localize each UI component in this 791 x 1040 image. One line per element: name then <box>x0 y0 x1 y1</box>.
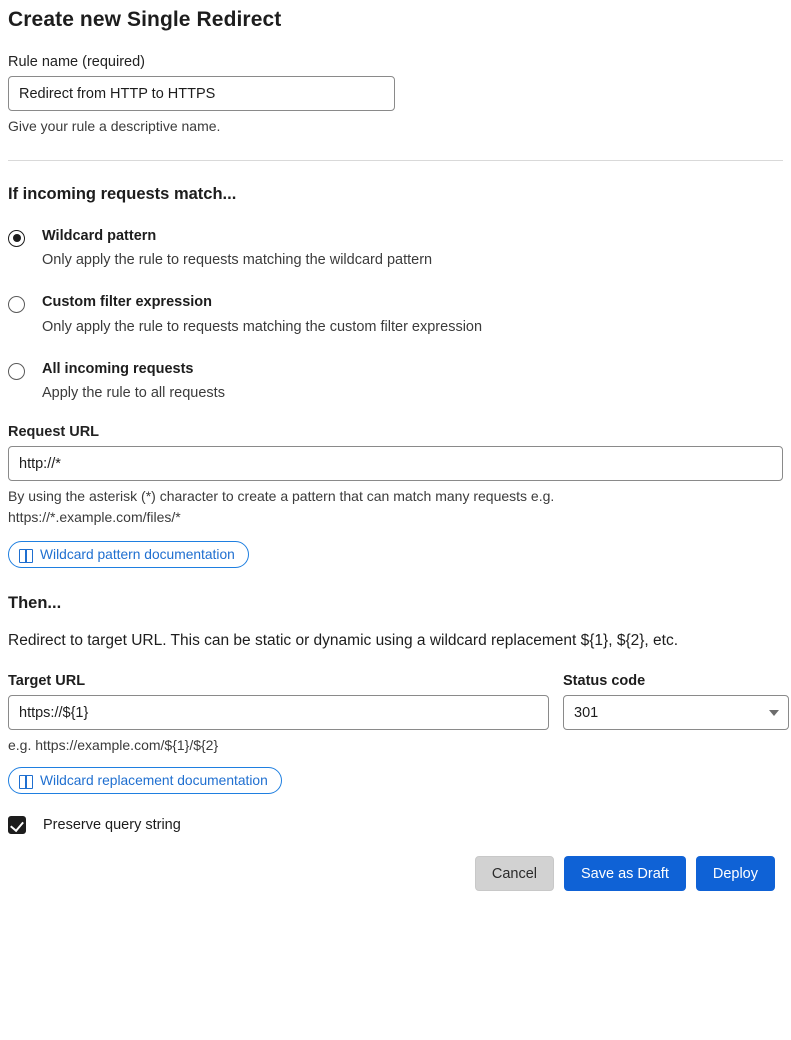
book-icon <box>19 549 33 561</box>
wildcard-pattern-documentation-label: Wildcard pattern documentation <box>40 547 235 563</box>
radio-label-wildcard-pattern: Wildcard pattern <box>42 227 157 244</box>
request-url-helper-line1: By using the asterisk (*) character to create a pattern that can match many requests e.g. <box>8 488 555 505</box>
rule-name-helper: Give your rule a descriptive name. <box>8 118 221 134</box>
wildcard-replacement-documentation-label: Wildcard replacement documentation <box>40 773 268 789</box>
deploy-button[interactable]: Deploy <box>696 856 775 891</box>
footer-actions <box>8 856 783 891</box>
target-url-field <box>8 673 549 730</box>
radio-desc-all-incoming-requests: Apply the rule to all requests <box>42 385 225 402</box>
then-section-description: Redirect to target URL. This can be static or dynamic using a wildcard replacement ${1}, ${2}, etc. <box>8 632 679 650</box>
page-title: Create new Single Redirect <box>8 8 282 31</box>
status-code-field <box>563 673 789 730</box>
radio-option-all-incoming-requests[interactable] <box>8 361 783 403</box>
radio-desc-wildcard-pattern: Only apply the rule to requests matching the wildcard pattern <box>42 252 433 269</box>
rule-name-input[interactable] <box>8 76 395 111</box>
target-url-label: Target URL <box>8 673 86 690</box>
request-url-input[interactable] <box>8 446 783 481</box>
then-fields-row <box>8 673 783 730</box>
cancel-button[interactable]: Cancel <box>475 856 554 891</box>
radio-label-custom-filter-expression: Custom filter expression <box>42 294 213 311</box>
preserve-query-string-label: Preserve query string <box>43 817 181 834</box>
match-section-title: If incoming requests match... <box>8 184 237 203</box>
create-single-redirect-form <box>0 8 791 891</box>
radio-icon-custom-filter-expression[interactable] <box>8 296 25 313</box>
book-icon <box>19 775 33 787</box>
wildcard-replacement-documentation-link[interactable] <box>8 767 282 794</box>
status-code-label: Status code <box>563 673 646 690</box>
rule-name-label: Rule name (required) <box>8 54 146 70</box>
then-section-title: Then... <box>8 594 62 613</box>
match-mode-radio-group <box>8 228 783 403</box>
target-url-input[interactable] <box>8 695 549 730</box>
checkbox-icon-preserve-query-string[interactable] <box>8 816 26 834</box>
radio-desc-custom-filter-expression: Only apply the rule to requests matching the custom filter expression <box>42 318 483 335</box>
wildcard-pattern-documentation-link[interactable] <box>8 541 249 568</box>
radio-option-custom-filter-expression[interactable] <box>8 294 783 336</box>
save-as-draft-button[interactable]: Save as Draft <box>564 856 686 891</box>
request-url-helper-line2: https://*.example.com/files/* <box>8 509 181 526</box>
radio-icon-wildcard-pattern[interactable] <box>8 230 25 247</box>
status-code-select[interactable] <box>563 695 789 730</box>
target-url-helper: e.g. https://example.com/${1}/${2} <box>8 737 219 754</box>
radio-icon-all-incoming-requests[interactable] <box>8 363 25 380</box>
radio-option-wildcard-pattern[interactable] <box>8 228 783 270</box>
divider <box>8 160 783 161</box>
radio-label-all-incoming-requests: All incoming requests <box>42 360 194 377</box>
preserve-query-string-row[interactable] <box>8 816 783 834</box>
request-url-label: Request URL <box>8 424 100 441</box>
